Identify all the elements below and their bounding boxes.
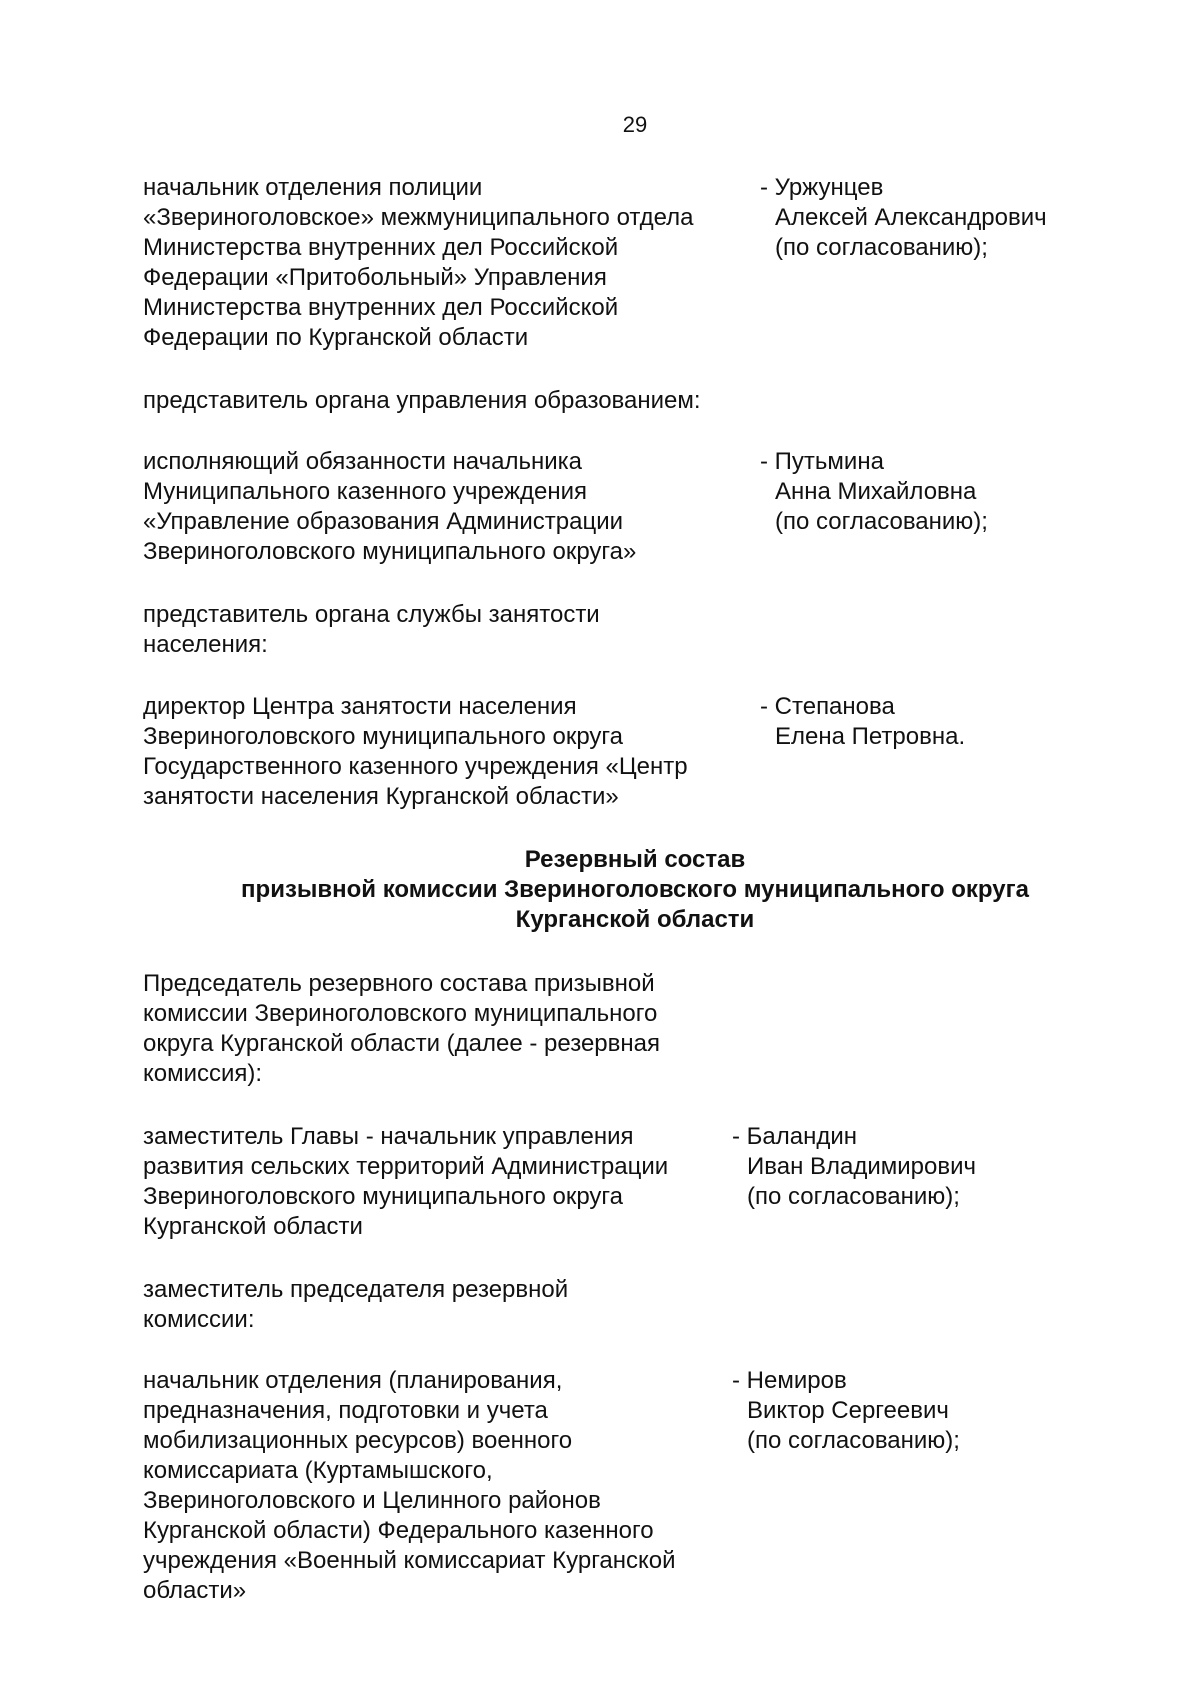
position-line: директор Центра занятости населения: [143, 693, 577, 720]
position-line: Звериноголовского муниципального округа»: [143, 538, 637, 565]
position-line: «Звериноголовское» межмуниципального отдела: [143, 204, 694, 231]
role-label: комиссии:: [143, 1306, 255, 1333]
position-line: Курганской области) Федерального казенного: [143, 1517, 654, 1544]
member-note: (по согласованию);: [775, 234, 988, 261]
position-line: Федерации «Притобольный» Управления: [143, 264, 607, 291]
role-label: заместитель председателя резервной: [143, 1276, 569, 1303]
position-line: области»: [143, 1577, 247, 1604]
member-name: Иван Владимирович: [747, 1153, 977, 1180]
section-heading: Курганской области: [515, 906, 755, 933]
member-note: (по согласованию);: [747, 1183, 960, 1210]
position-line: развития сельских территорий Администрации: [143, 1153, 669, 1180]
position-line: Муниципального казенного учреждения: [143, 478, 588, 505]
member-name: - Путьмина: [760, 448, 884, 475]
position-line: Курганской области: [143, 1213, 363, 1240]
member-name: - Баландин: [732, 1123, 858, 1150]
role-label: населения:: [143, 631, 268, 658]
position-line: предназначения, подготовки и учета: [143, 1397, 548, 1424]
position-line: Министерства внутренних дел Российской: [143, 294, 619, 321]
member-name: Алексей Александрович: [775, 204, 1047, 231]
position-line: мобилизационных ресурсов) военного: [143, 1427, 573, 1454]
member-note: (по согласованию);: [747, 1427, 960, 1454]
position-line: Звериноголовского и Целинного районов: [143, 1487, 601, 1514]
position-line: Федерации по Курганской области: [143, 324, 529, 351]
section-heading: призывной комиссии Звериноголовского муниципального округа: [241, 876, 1029, 903]
position-line: занятости населения Курганской области»: [143, 783, 619, 810]
member-name: Елена Петровна.: [775, 723, 966, 750]
position-line: исполняющий обязанности начальника: [143, 448, 583, 475]
role-label: округа Курганской области (далее - резервная: [143, 1030, 660, 1057]
position-line: Государственного казенного учреждения «Центр: [143, 753, 688, 780]
role-label: комиссия):: [143, 1060, 263, 1087]
member-name: Виктор Сергеевич: [747, 1397, 949, 1424]
position-line: «Управление образования Администрации: [143, 508, 624, 535]
role-label: Председатель резервного состава призывной: [143, 970, 655, 997]
position-line: заместитель Главы - начальник управления: [143, 1123, 634, 1150]
role-label: представитель органа управления образованием:: [143, 387, 701, 414]
position-line: Министерства внутренних дел Российской: [143, 234, 619, 261]
member-name: Анна Михайловна: [775, 478, 977, 505]
role-label: представитель органа службы занятости: [143, 601, 600, 628]
position-line: учреждения «Военный комиссариат Курганской: [143, 1547, 676, 1574]
role-label: комиссии Звериноголовского муниципального: [143, 1000, 658, 1027]
position-line: начальник отделения (планирования,: [143, 1367, 563, 1394]
position-line: начальник отделения полиции: [143, 174, 483, 201]
member-name: - Степанова: [760, 693, 895, 720]
member-name: - Немиров: [732, 1367, 847, 1394]
member-note: (по согласованию);: [775, 508, 988, 535]
section-heading: Резервный состав: [524, 846, 746, 873]
member-name: - Уржунцев: [760, 174, 884, 201]
page-number: 29: [622, 112, 648, 137]
position-line: Звериноголовского муниципального округа: [143, 723, 623, 750]
position-line: комиссариата (Куртамышского,: [143, 1457, 493, 1484]
position-line: Звериноголовского муниципального округа: [143, 1183, 623, 1210]
